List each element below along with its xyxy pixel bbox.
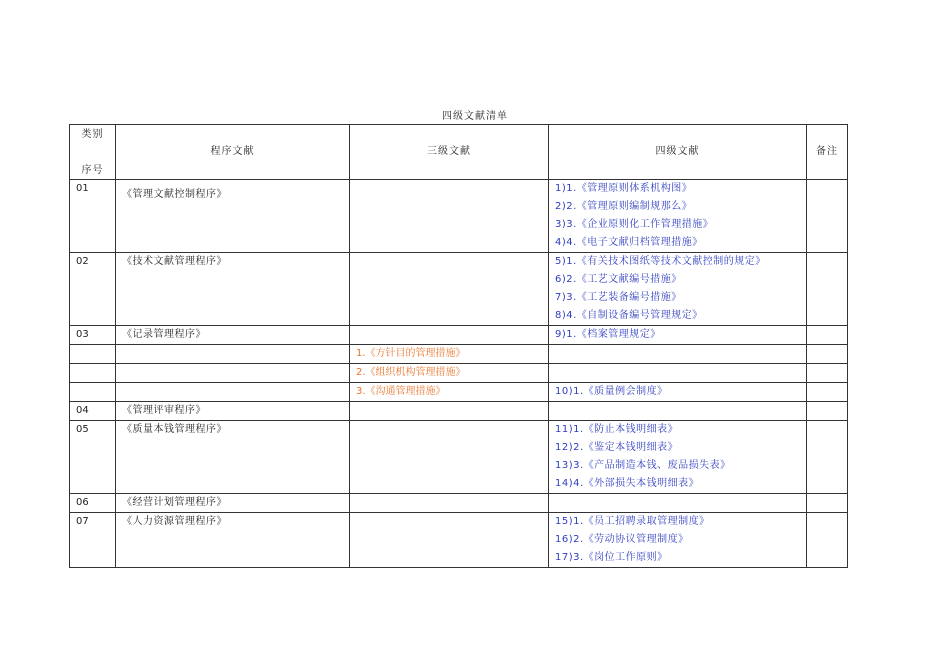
procedure-name: 《技术文献管理程序》 xyxy=(122,256,227,267)
table-row xyxy=(70,383,848,402)
procedure-cell xyxy=(116,402,350,421)
procedure-name: 《记录管理程序》 xyxy=(122,329,206,340)
remark-cell xyxy=(807,383,848,402)
seq-cell xyxy=(70,383,116,402)
procedure-cell xyxy=(116,494,350,513)
table-row xyxy=(70,364,848,383)
table-row xyxy=(70,180,848,253)
level3-cell xyxy=(350,364,549,383)
level4-link[interactable]: 9)1.《档案管理规定》 xyxy=(555,329,661,340)
procedure-cell xyxy=(116,326,350,345)
table-row xyxy=(70,421,848,494)
header-remark: 备注 xyxy=(807,125,848,180)
level4-cell xyxy=(549,383,807,402)
header-category: 类别 xyxy=(81,128,104,140)
level4-link[interactable]: 13)3.《产品制造本钱、废品损失表》 xyxy=(555,460,731,471)
level4-cell xyxy=(549,402,807,421)
procedure-name: 《人力资源管理程序》 xyxy=(122,516,227,527)
header-procedure: 程序文献 xyxy=(116,125,350,180)
procedure-cell xyxy=(116,345,350,364)
level3-cell xyxy=(350,402,549,421)
level4-cell xyxy=(549,326,807,345)
remark-cell xyxy=(807,326,848,345)
level4-link[interactable]: 10)1.《质量例会制度》 xyxy=(555,386,668,397)
level4-link[interactable]: 16)2.《劳动协议管理制度》 xyxy=(555,534,689,545)
procedure-cell xyxy=(116,180,350,253)
remark-cell xyxy=(807,180,848,253)
procedure-cell xyxy=(116,253,350,326)
procedure-name: 《经营计划管理程序》 xyxy=(122,497,227,508)
procedure-cell xyxy=(116,421,350,494)
level3-link[interactable]: 2.《组织机构管理措施》 xyxy=(356,367,466,378)
level4-link[interactable]: 15)1.《员工招聘录取管理制度》 xyxy=(555,516,710,527)
level3-cell xyxy=(350,180,549,253)
table-header-row xyxy=(70,125,848,180)
header-level3: 三级文献 xyxy=(350,125,549,180)
procedure-cell xyxy=(116,364,350,383)
level4-link[interactable]: 6)2.《工艺文献编号措施》 xyxy=(555,274,682,285)
procedure-name: 《管理文献控制程序》 xyxy=(122,189,227,200)
remark-cell xyxy=(807,253,848,326)
table-row xyxy=(70,345,848,364)
seq-cell: 01 xyxy=(70,180,116,253)
procedure-cell xyxy=(116,513,350,568)
level3-cell xyxy=(350,383,549,402)
level4-link[interactable]: 1)1.《管理原则体系机构图》 xyxy=(555,183,693,194)
seq-cell: 07 xyxy=(70,513,116,568)
remark-cell xyxy=(807,364,848,383)
level4-link[interactable]: 17)3.《岗位工作原则》 xyxy=(555,552,668,563)
level3-link[interactable]: 1.《方针目的管理措施》 xyxy=(356,348,466,359)
seq-cell: 06 xyxy=(70,494,116,513)
table-row xyxy=(70,494,848,513)
seq-cell: 02 xyxy=(70,253,116,326)
seq-cell xyxy=(70,345,116,364)
table-row xyxy=(70,253,848,326)
level3-cell xyxy=(350,494,549,513)
procedure-name: 《质量本钱管理程序》 xyxy=(122,424,227,435)
level4-cell xyxy=(549,345,807,364)
level3-cell xyxy=(350,326,549,345)
remark-cell xyxy=(807,402,848,421)
level4-cell xyxy=(549,253,807,326)
header-category-seq xyxy=(70,125,116,180)
seq-cell: 05 xyxy=(70,421,116,494)
level4-cell xyxy=(549,513,807,568)
level4-cell xyxy=(549,364,807,383)
level4-link[interactable]: 2)2.《管理原则编制规那么》 xyxy=(555,201,693,212)
level4-link[interactable]: 8)4.《自制设备编号管理规定》 xyxy=(555,310,703,321)
level3-cell xyxy=(350,421,549,494)
seq-cell: 04 xyxy=(70,402,116,421)
remark-cell xyxy=(807,345,848,364)
level4-link[interactable]: 11)1.《防止本钱明细表》 xyxy=(555,424,679,435)
level4-cell xyxy=(549,180,807,253)
level4-link[interactable]: 12)2.《鉴定本钱明细表》 xyxy=(555,442,679,453)
level4-link[interactable]: 5)1.《有关技术图纸等技术文献控制的规定》 xyxy=(555,256,766,267)
document-title: 四级文献清单 xyxy=(442,111,508,122)
procedure-cell xyxy=(116,383,350,402)
level3-cell xyxy=(350,513,549,568)
level3-cell xyxy=(350,253,549,326)
remark-cell xyxy=(807,513,848,568)
level4-cell xyxy=(549,421,807,494)
level4-cell xyxy=(549,494,807,513)
table-row xyxy=(70,402,848,421)
document-list-table xyxy=(69,124,848,568)
level4-link[interactable]: 7)3.《工艺装备编号措施》 xyxy=(555,292,682,303)
level3-cell xyxy=(350,345,549,364)
level3-link[interactable]: 3.《沟通管理措施》 xyxy=(356,386,446,397)
header-level4: 四级文献 xyxy=(549,125,807,180)
seq-cell: 03 xyxy=(70,326,116,345)
procedure-name: 《管理评审程序》 xyxy=(122,405,206,416)
level4-link[interactable]: 3)3.《企业原则化工作管理措施》 xyxy=(555,219,714,230)
level4-link[interactable]: 4)4.《电子文献归档管理措施》 xyxy=(555,237,703,248)
header-seq: 序号 xyxy=(81,164,104,176)
level4-link[interactable]: 14)4.《外部损失本钱明细表》 xyxy=(555,478,700,489)
remark-cell xyxy=(807,494,848,513)
table-row xyxy=(70,326,848,345)
remark-cell xyxy=(807,421,848,494)
table-row xyxy=(70,513,848,568)
seq-cell xyxy=(70,364,116,383)
